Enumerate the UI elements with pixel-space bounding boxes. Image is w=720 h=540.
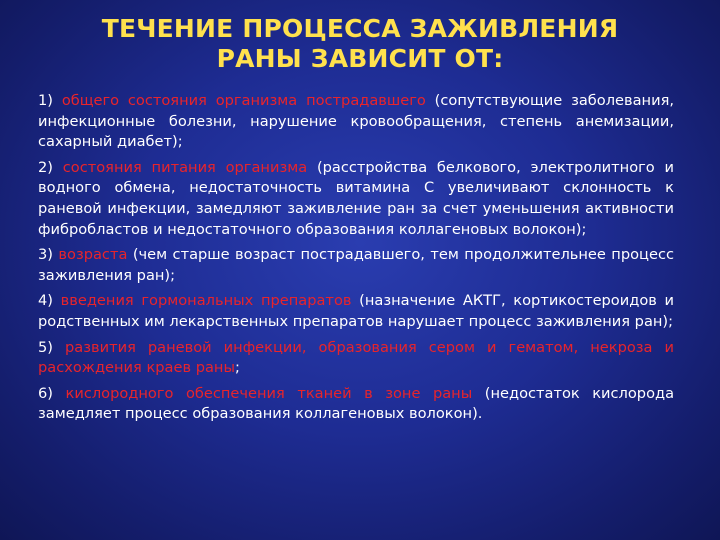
title-line-2: РАНЫ ЗАВИСИТ ОТ: xyxy=(216,44,504,73)
factor-item-2 xyxy=(38,158,674,240)
item-highlight: возраста xyxy=(58,246,128,264)
item-description: (чем старше возраст пострадавшего, тем продолжительнее процесс заживления ран); xyxy=(38,246,675,284)
factor-item-3 xyxy=(38,245,674,286)
item-number: 2) xyxy=(38,158,53,176)
item-highlight: общего состояния организма пострадавшего xyxy=(61,92,426,109)
item-highlight: состояния питания организма xyxy=(62,158,308,176)
item-highlight: развития раневой инфекции, образования сером и гематом, некроза и расхождения краев раны xyxy=(38,338,674,377)
factor-item-1 xyxy=(38,91,674,153)
item-description: (недостаток кислорода замедляет процесс образования коллагеновых волокон). xyxy=(38,384,675,423)
factor-list xyxy=(38,91,674,430)
item-number: 4) xyxy=(38,292,53,310)
slide-title xyxy=(0,14,720,74)
item-number: 1) xyxy=(38,92,53,109)
item-number: 5) xyxy=(38,338,53,356)
item-number: 6) xyxy=(38,384,53,402)
item-highlight: кислородного обеспечения тканей в зоне раны xyxy=(65,384,473,402)
item-description: (расстройства белкового, электролитного и водного обмена, недостаточность витамина С увеличивают склонность к раневой инфекции, замедляют заживление ран за счет уменьшения активности фибробластов и недостаточного образования коллагеновых волокон); xyxy=(38,158,675,238)
title-line-1: ТЕЧЕНИЕ ПРОЦЕССА ЗАЖИВЛЕНИЯ xyxy=(101,14,619,43)
item-description: (сопутствующие заболевания, инфекционные болезни, нарушение кровообращения, степень анемизации, сахарный диабет); xyxy=(38,92,675,151)
factor-item-6 xyxy=(38,384,674,425)
item-description: (назначение АКТГ, кортикостероидов и родственных им лекарственных препаратов нарушает процесс заживления ран); xyxy=(38,292,674,330)
item-description: ; xyxy=(234,359,240,377)
factor-item-4 xyxy=(38,291,674,332)
item-number: 3) xyxy=(38,246,53,264)
item-highlight: введения гормональных препаратов xyxy=(60,292,352,310)
factor-item-5 xyxy=(38,338,674,379)
